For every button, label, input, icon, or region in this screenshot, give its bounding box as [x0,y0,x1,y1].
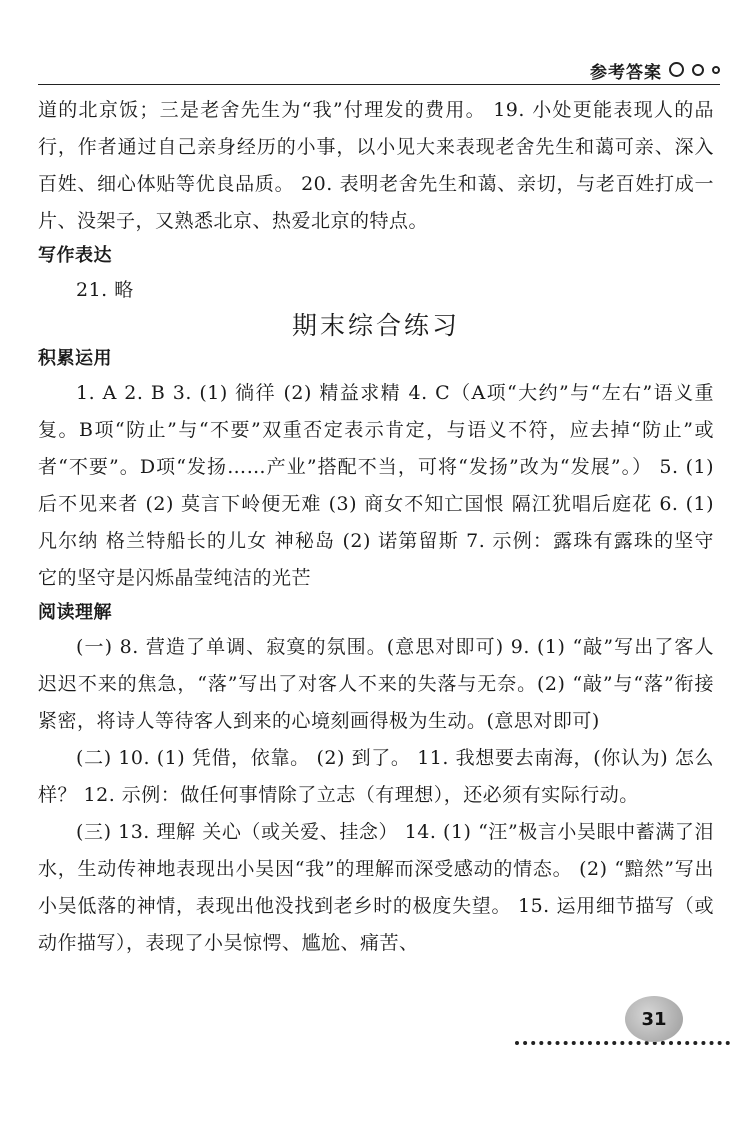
circle-icon [669,62,684,77]
circle-icon [712,66,720,74]
answer-paragraph: 1. A 2. B 3. (1) 徜徉 (2) 精益求精 4. C（A项“大约”与“左右”语义重复。B项“防止”与“不要”双重否定表示肯定，与语义不符，应去掉“防止”或者“不要”。D项“发扬……产业”搭配不当，可将“发扬”改为“发展”。） 5. (1) 后不见来者 (2) 莫言下岭便无难 (3) 商女不知亡国恨 隔江犹唱后庭花 6. (1) 凡尔纳 格兰特船长的儿女 神秘岛 (2) 诺第留斯 7. 示例：露珠有露珠的坚守 它的坚守是闪烁晶莹纯洁的光芒 [38,382,714,589]
header-rule [38,84,720,85]
circle-icon [692,64,704,76]
answer-paragraph: 道的北京饭；三是老舍先生为“我”付理发的费用。 19. 小处更能表现人的品行，作者通过自己亲身经历的小事，以小见大来表现老舍先生和蔼可亲、深入百姓、细心体贴等优良品质。 20. 表明老舍先生和蔼、亲切，与老百姓打成一片、没架子，又熟悉北京、热爱北京的特点。 [38,99,714,232]
chapter-title: 期末综合练习 [291,311,460,340]
header-decoration [669,62,720,77]
section-heading-reading: 阅读理解 [38,602,112,623]
reading-answer-2: (二) 10. (1) 凭借，依靠。 (2) 到了。 11. 我想要去南海，(你认为) 怎么样？ 12. 示例：做任何事情除了立志（有理想），还必须有实际行动。 [38,747,714,806]
running-header: 参考答案 [590,63,662,83]
reading-answer-1: (一) 8. 营造了单调、寂寞的氛围。(意思对即可) 9. (1) “敲”写出了客人迟迟不来的焦急，“落”写出了对客人不来的失落与无奈。(2) “敲”与“落”衔接紧密，将诗人等待客人到来的心境刻画得极为生动。(意思对即可) [38,636,714,732]
section-heading-accumulate: 积累运用 [38,348,112,369]
footer-dotted-rule [515,1041,730,1045]
page-number: 31 [625,996,683,1042]
page-content [38,92,714,962]
reading-answer-3: (三) 13. 理解 关心（或关爱、挂念） 14. (1) “汪”极言小吴眼中蓄满了泪水，生动传神地表现出小吴因“我”的理解而深受感动的情态。 (2) “黯然”写出小吴低落的神情，表现出他没找到老乡时的极度失望。 15. 运用细节描写（或动作描写），表现了小吴惊愕、尴尬、痛苦、 [38,821,714,954]
section-heading-writing: 写作表达 [38,245,112,266]
answer-paragraph: 21. 略 [76,279,134,301]
